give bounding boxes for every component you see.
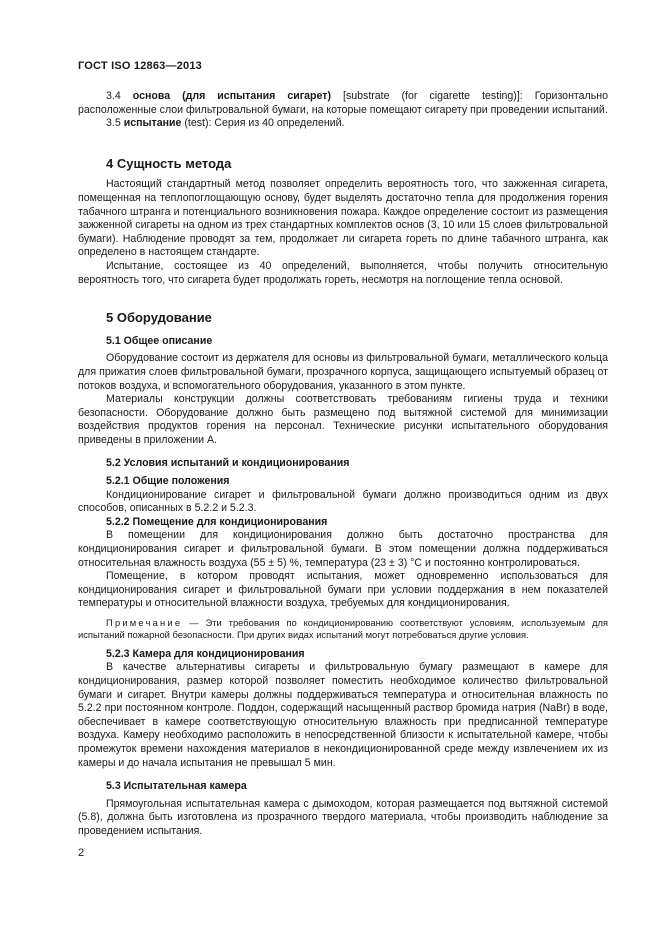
- page-header: ГОСТ ISO 12863—2013: [78, 60, 202, 72]
- paragraph: В качестве альтернативы сигареты и фильтровальную бумагу размещают в камере для кондиционирования, размер которой позволяет поместить необходимое количество фильтровальной бумаги и сигарет. Внутри камеры должны поддерживаться температура и относительная влажность по 5.2.2 при постоянном контроле. Поддон, содержащий насыщенный раствор бромида натрия (NaBr) в воде, обеспечивает в камере соответствующую относительную влажность при предписанной температуре воздуха. Камеру необходимо расположить в непосредственной близости к испытательной камере, чтобы промежуток времени нахождения материалов в некондиционированной среде между извлечением их из камеры и до начала испытания не превышал 5 мин.: [78, 661, 608, 769]
- note-text: — Эти требования по кондиционированию соответствуют условиям, используемым для испытаний пожарной безопасности. При других видах испытаний могут потребоваться другие условия.: [78, 617, 608, 641]
- definition-3-5: [78, 117, 608, 131]
- note-label: Примечание: [106, 617, 183, 628]
- page-number: 2: [78, 847, 85, 859]
- section-4-heading: 4 Сущность метода: [106, 155, 232, 171]
- definition-term: испытание: [123, 117, 182, 130]
- paragraph: Испытание, состоящее из 40 определений, выполняется, чтобы получить относительную вероятность того, что сигарета будет продолжать гореть, несмотря на поглощение тепла основой.: [78, 259, 608, 286]
- section-5-2-2-heading: 5.2.2 Помещение для кондиционирования: [106, 515, 328, 528]
- definition-3-4: [78, 90, 608, 117]
- section-5-heading: 5 Оборудование: [106, 310, 212, 326]
- definition-text: (test): Серия из 40 определений.: [184, 117, 345, 130]
- section-5-1-heading: 5.1 Общее описание: [106, 334, 213, 347]
- section-5-3-heading: 5.3 Испытательная камера: [106, 780, 247, 793]
- paragraph: Помещение, в котором проводят испытания, может одновременно использоваться для кондиционирования сигарет и фильтровальной бумаги при условии поддержания в нем показателей температуры и относительной влажности воздуха, требуемых для кондиционирования.: [78, 570, 608, 610]
- page-content: [78, 90, 608, 839]
- section-5-2-1-heading: 5.2.1 Общие положения: [106, 475, 230, 488]
- section-5-2-heading: 5.2 Условия испытаний и кондиционирования: [106, 457, 350, 470]
- note: [78, 617, 608, 642]
- paragraph: Материалы конструкции должны соответствовать требованиям гигиены труда и техники безопасности. Оборудование должно быть размещено под вытяжной системой для минимизации воздействия продуктов горения на персонал. Технические рисунки испытательного оборудования приведены в приложении А.: [78, 393, 608, 446]
- definition-number: 3.5: [106, 117, 121, 130]
- paragraph: Прямоугольная испытательная камера с дымоходом, которая размещается под вытяжной системой (5.8), должна быть изготовлена из прозрачного твердого материала, чтобы производить наблюдение за проведением испытания.: [78, 797, 608, 837]
- definition-term: основа (для испытания сигарет): [132, 90, 331, 102]
- definition-number: 3.4: [106, 90, 121, 102]
- paragraph: В помещении для кондиционирования должно быть достаточно пространства для кондиционирования сигарет и фильтровальной бумаги. В этом помещении должна поддерживаться относительная влажность воздуха (55 ± 5) %, температура (23 ± 3) °С и постоянно контролироваться.: [78, 529, 608, 569]
- paragraph: Оборудование состоит из держателя для основы из фильтровальной бумаги, металлического кольца для прижатия слоев фильтровальной бумаги, прозрачного корпуса, защищающего испытуемый образец от потоков воздуха, и вспомогательного оборудования, указанного в этом пункте.: [78, 352, 608, 392]
- paragraph: Кондиционирование сигарет и фильтровальной бумаги должно производиться одним из двух способов, описанных в 5.2.2 и 5.2.3.: [78, 488, 608, 515]
- definition-text: [substrate (for cigarette testing)]: Горизонтально расположенные слои фильтровальной бумаги, на которые помещают сигарету при проведении испытаний.: [78, 90, 608, 116]
- section-5-2-3-heading: 5.2.3 Камера для кондиционирования: [106, 647, 305, 660]
- paragraph: Настоящий стандартный метод позволяет определить вероятность того, что зажженная сигарета, помещенная на теплопоглощающую основу, будет выделять достаточно тепла для продолжения горения табачного штранга и потенциального возникновения пожара. Каждое определение состоит из размещения зажженной сигареты на одном из трех стандартных комплектов основ (3, 10 или 15 слоев фильтровальной бумаги). Наблюдение проводят за тем, продолжает ли сигарета гореть по длине табачного штранга, как определено в настоящем стандарте.: [78, 178, 608, 259]
